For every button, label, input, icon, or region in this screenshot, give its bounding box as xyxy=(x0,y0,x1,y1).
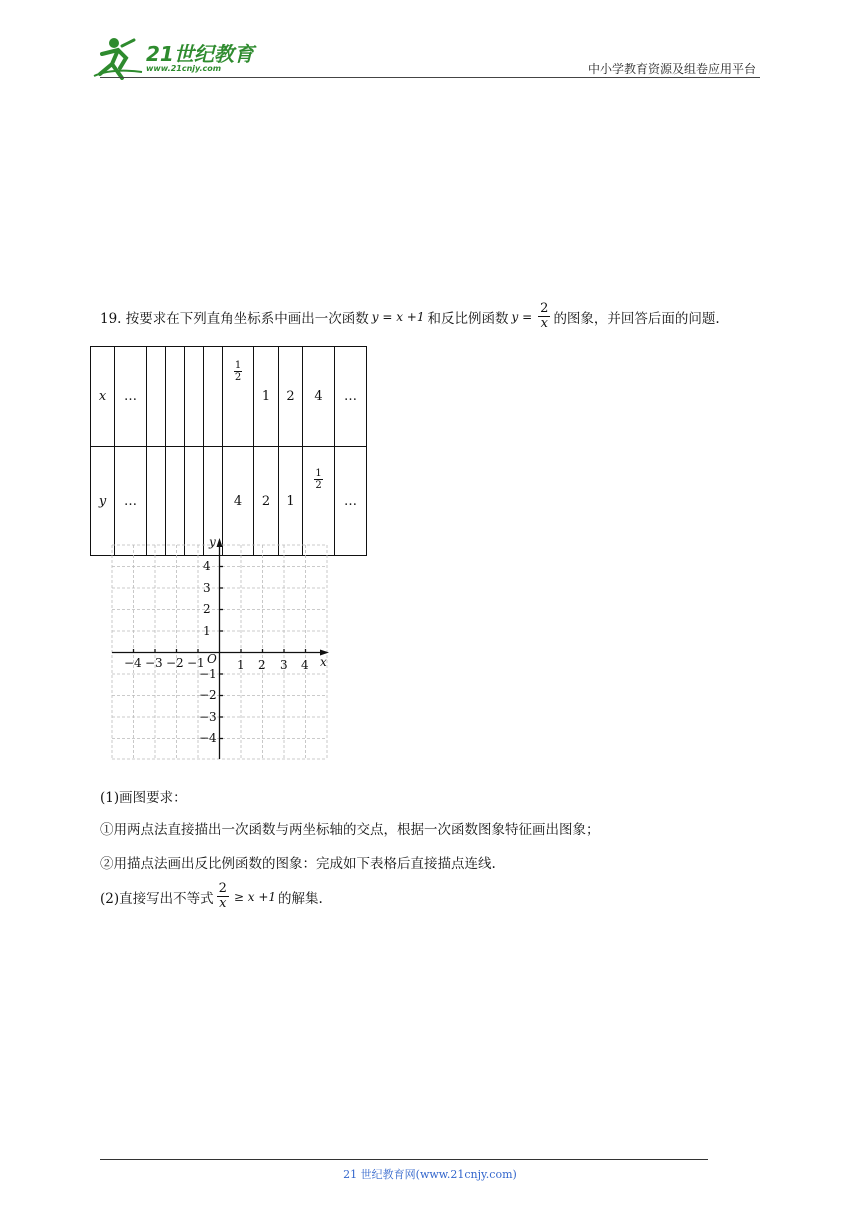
part1-item1: ①用两点法直接描出一次函数与两坐标轴的交点，根据一次函数图象特征画出图象； xyxy=(100,822,600,838)
y-axis-label: y xyxy=(209,535,216,549)
y-axis-arrow-icon xyxy=(217,538,223,547)
inverse-fraction-numerator: 2 xyxy=(540,301,549,316)
y-tick-label: 1 xyxy=(203,624,211,638)
part2-fraction xyxy=(217,882,229,911)
part2-prefix: (2)直接写出不等式 xyxy=(100,890,214,907)
y-tick-label: −1 xyxy=(199,667,217,681)
part2-suffix: 的解集. xyxy=(278,890,323,907)
table-cell: 2 xyxy=(254,447,279,556)
origin-label: O xyxy=(207,652,217,666)
table-row-x xyxy=(91,347,367,447)
table-cell xyxy=(185,347,204,447)
table-cell: 1 xyxy=(254,347,279,447)
table-cell: … xyxy=(335,447,367,556)
table-cell xyxy=(204,347,223,447)
table-cell: 4 xyxy=(223,447,254,556)
part2-line xyxy=(100,882,323,911)
table-cell: … xyxy=(115,447,147,556)
x-tick-label: −4 xyxy=(124,656,142,670)
part1-item2: ②用描点法画出反比例函数的图象：完成如下表格后直接描点连线. xyxy=(100,856,496,872)
y-tick-label: 2 xyxy=(203,602,211,616)
question-middle-text: 和反比例函数 xyxy=(427,310,509,327)
table-cell-fraction xyxy=(223,347,254,447)
y-tick-label: −4 xyxy=(199,731,217,745)
x-tick-label: −1 xyxy=(187,656,205,670)
x-tick-label: −3 xyxy=(145,656,163,670)
footer-divider xyxy=(100,1159,708,1160)
table-cell: … xyxy=(335,347,367,447)
x-tick-label: 4 xyxy=(301,658,309,672)
table-cell: … xyxy=(115,347,147,447)
coordinate-grid xyxy=(108,535,338,765)
x-tick-label: −2 xyxy=(166,656,184,670)
table-cell: 4 xyxy=(303,347,335,447)
half-fraction: $\frac{1}{2}$ xyxy=(234,360,242,383)
question-end-text: 的图象，并回答后面的问题. xyxy=(553,310,720,327)
x-tick-label: 1 xyxy=(237,658,245,672)
y-tick-label: 4 xyxy=(203,559,211,573)
table-cell xyxy=(147,347,166,447)
x-tick-label: 3 xyxy=(280,658,288,672)
linear-formula: y = x +1 xyxy=(371,309,425,324)
part2-fraction-denominator: x xyxy=(219,896,227,911)
x-tick-label: 2 xyxy=(258,658,266,672)
logo-url: www.21cnjy.com xyxy=(146,64,222,73)
y-tick-label: 3 xyxy=(203,581,211,595)
table-cell: y xyxy=(91,447,115,556)
question-number-text: 19. 按要求在下列直角坐标系中画出一次函数 xyxy=(100,310,369,327)
inverse-formula-prefix: y = xyxy=(511,309,533,324)
y-tick-label: −2 xyxy=(199,688,217,702)
header-divider xyxy=(100,77,760,78)
table-cell: 1 xyxy=(279,447,303,556)
half-fraction: $\frac{1}{2}$ xyxy=(315,468,322,491)
table-cell: x xyxy=(91,347,115,447)
platform-name: 中小学教育资源及组卷应用平台 xyxy=(587,62,756,76)
inverse-fraction-denominator: x xyxy=(540,316,548,331)
inverse-fraction xyxy=(538,302,550,331)
page-header xyxy=(0,0,860,90)
part1-heading: (1)画图要求： xyxy=(100,790,187,806)
value-table xyxy=(90,346,367,556)
question-title xyxy=(100,302,720,331)
table-cell: 2 xyxy=(279,347,303,447)
part2-fraction-numerator: 2 xyxy=(218,881,227,896)
part2-inequality: ≥ x +1 xyxy=(233,889,277,904)
logo-title: 21世纪教育 xyxy=(146,42,254,66)
footer-text: 21 世纪教育网(www.21cnjy.com) xyxy=(343,1168,517,1181)
x-axis-label: x xyxy=(320,655,327,669)
table-cell xyxy=(166,347,185,447)
y-tick-label: −3 xyxy=(199,710,217,724)
